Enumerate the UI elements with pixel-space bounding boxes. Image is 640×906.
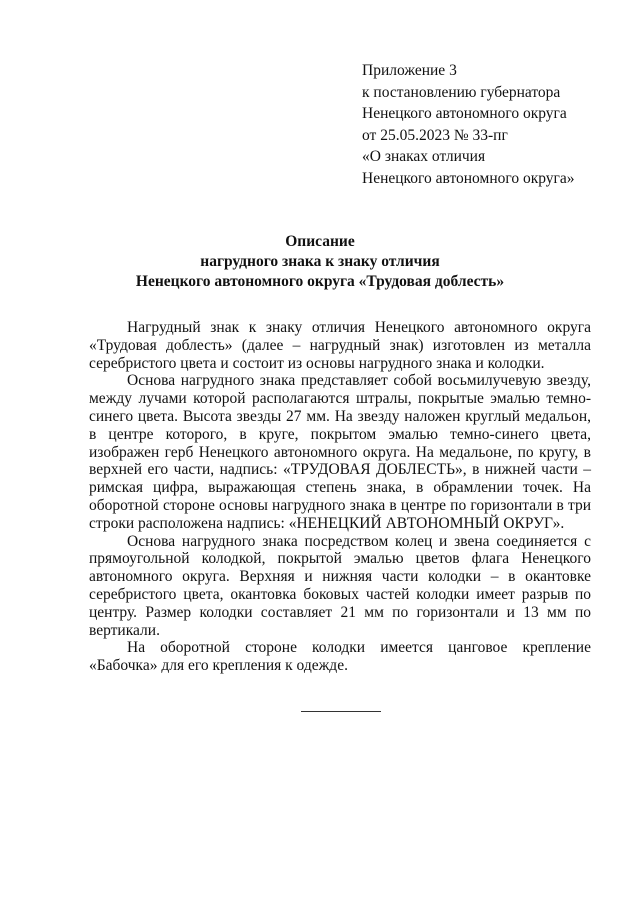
body-paragraph: Основа нагрудного знака посредством колец и звена соединяется с прямоугольной колодкой, покрытой эмалью цветов флага Ненецкого автономного округа. Верхняя и нижняя части колодки – в окантовке серебристого цвета, окантовка боковых частей колодки имеет разрыв по центру. Размер колодки составляет 21 мм по горизонтали и 13 мм по вертикали. (89, 532, 591, 639)
title-line: Описание (285, 233, 355, 250)
body-paragraph: Основа нагрудного знака представляет собой восьмилучевую звезду, между лучами которой располагаются штралы, покрытые эмалью темно-синего цвета. Высота звезды 27 мм. На звезду наложен круглый медальон, в центре которого, в круге, покрытом эмалью темно-синего цвета, изображен герб Ненецкого автономного округа. На медальоне, по кругу, в верхней его части, надпись: «ТРУДОВАЯ ДОБЛЕСТЬ», в нижней части – римская цифра, выражающая степень знака, в обрамлении точек. На оборотной стороне основы нагрудного знака в центре по горизонтали в три строки расположена надпись: «НЕНЕЦКИЙ АВТОНОМНЫЙ ОКРУГ». (89, 372, 591, 532)
document-title (0, 232, 640, 292)
appendix-block (362, 60, 632, 190)
document-body (89, 319, 591, 675)
title-line: нагрудного знака к знаку отличия (200, 253, 440, 270)
appendix-line: «О знаках отличия (362, 148, 486, 166)
end-divider (301, 711, 381, 712)
appendix-line: Ненецкого автономного округа» (362, 169, 575, 187)
body-paragraph: Нагрудный знак к знаку отличия Ненецкого автономного округа «Трудовая доблесть» (далее – нагрудный знак) изготовлен из металла серебристого цвета и состоит из основы нагрудного знака и колодки. (89, 319, 591, 372)
appendix-line: от 25.05.2023 № 33-пг (362, 126, 508, 144)
title-line: Ненецкого автономного округа «Трудовая доблесть» (135, 273, 505, 290)
appendix-line: к постановлению губернатора (362, 83, 561, 101)
body-paragraph: На оборотной стороне колодки имеется цанговое крепление «Бабочка» для его крепления к одежде. (89, 639, 591, 675)
appendix-line: Ненецкого автономного округа (362, 105, 567, 123)
appendix-line: Приложение 3 (362, 62, 457, 79)
